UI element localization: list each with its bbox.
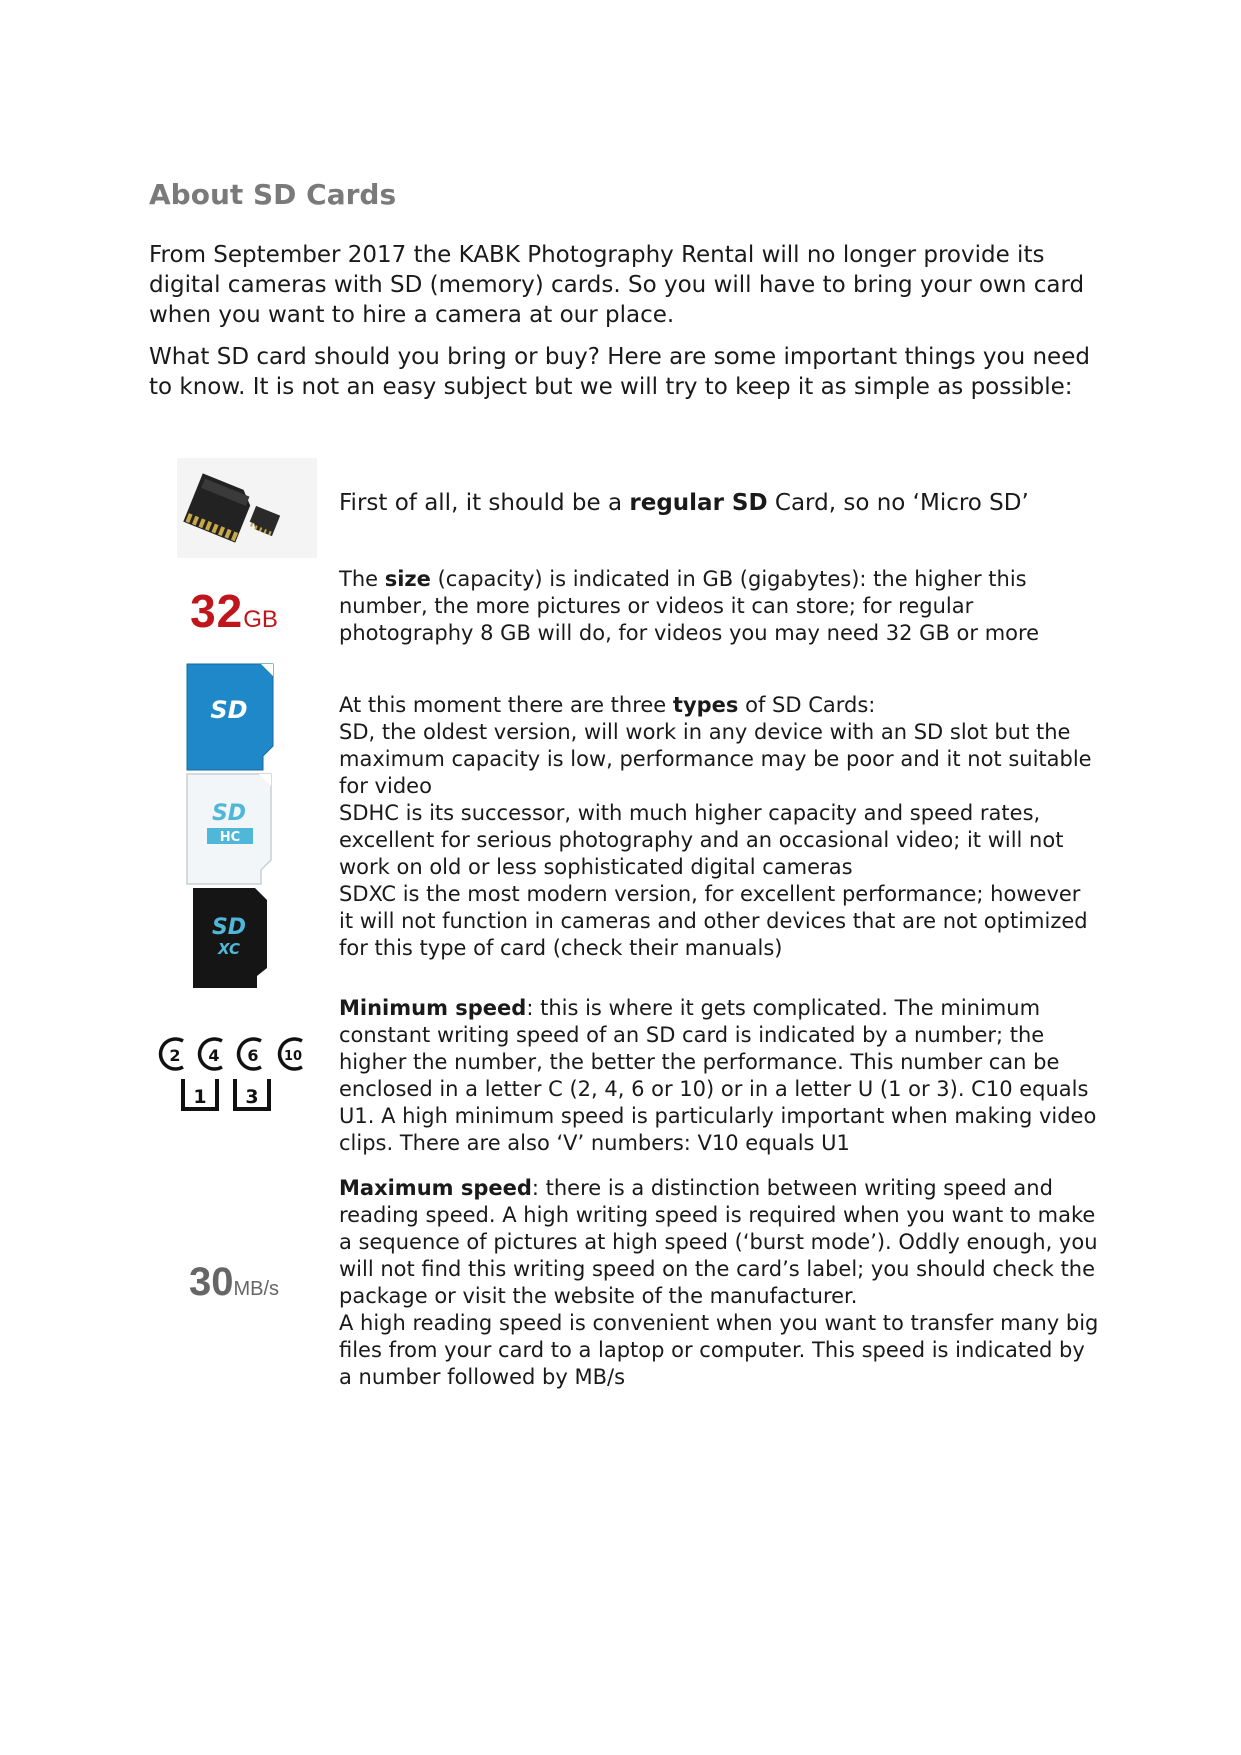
regular-sd-text [339,488,1099,518]
minimum-speed-text [339,995,1099,1157]
uhs-u1-icon [183,1079,217,1109]
maximum-speed-row [149,1175,1099,1395]
capacity-number: 32 [190,585,244,637]
sdxc-card-black-icon [193,888,267,988]
sd-and-microsd-card-icon [149,458,319,558]
uhs-u3-icon [235,1079,269,1109]
uhs-u1-label: 1 [193,1086,207,1108]
maximum-speed-post: : there is a distinction between writing speed and reading speed. A high writing speed is required when you want to make a sequence of pictures at high speed (‘burst mode’). Oddly enough, you will not find this writing speed on the card’s label; you should check the package or visit the website of the manufacturer. [339,1176,1098,1308]
class-c2-label: 2 [169,1046,181,1065]
types-line-post: of SD Cards: [738,693,876,717]
maximum-speed-reading: A high reading speed is convenient when you want to transfer many big files from your card to a laptop or computer. This speed is indicated by a number followed by MB/s [339,1311,1099,1389]
speed-class-icons [149,1035,319,1125]
regular-sd-row [149,458,1099,558]
regular-sd-text-bold: regular SD [629,490,768,516]
read-speed-30mbs-icon [149,1260,319,1310]
read-speed-unit: MB/s [233,1278,280,1300]
maximum-speed-writing [339,1175,1099,1310]
types-sdhc-text: SDHC is its successor, with much higher capacity and speed rates, excellent for serious photography and an occasional video; it will not work on old or less sophisticated digital cameras [339,801,1064,879]
types-line-bold: types [672,693,739,717]
size-text-post: (capacity) is indicated in GB (gigabytes): the higher this number, the more pictures or videos it can store; for regular photography 8 GB will do, for videos you may need 32 GB or more [339,567,1040,645]
intro-paragraph-1: From September 2017 the KABK Photography Rental will no longer provide its digital cameras with SD (memory) cards. So you will have to bring your own card when you want to hire a camera at our place. [149,242,1085,328]
speed-class-c2-icon [161,1039,183,1069]
types-intro-line [339,692,1099,719]
intro-paragraph-2: What SD card should you bring or buy? Here are some important things you need to know. It is not an easy subject but we will try to keep it as simple as possible: [149,344,1090,400]
speed-class-c6-icon [239,1039,261,1069]
class-c10-label: 10 [283,1049,303,1064]
types-sdxc-text: SDXC is the most modern version, for excellent performance; however it will not function in cameras and other devices that are not optimized for this type of card (check their manuals) [339,882,1088,960]
regular-sd-text-pre: First of all, it should be a [339,490,630,516]
speed-class-c4-icon [200,1039,222,1069]
sd-card-types-icon [149,660,319,990]
capacity-32gb-icon [149,584,319,644]
class-c4-label: 4 [208,1046,220,1065]
types-text [339,692,1099,962]
svg-text:SD: SD [211,801,247,826]
maximum-speed-text [339,1175,1099,1391]
page-title: About SD Cards [149,178,397,211]
minimum-speed-bold: Minimum speed [339,996,527,1020]
size-text-pre: The [339,567,385,591]
uhs-u3-label: 3 [245,1086,259,1108]
size-text [339,566,1099,647]
svg-text:XC: XC [217,940,241,958]
types-sd-text: SD, the oldest version, will work in any device with an SD slot but the maximum capacity is low, performance may be poor and it not suitable for video [339,720,1092,798]
size-row [149,566,1099,656]
types-line-pre: At this moment there are three [339,693,673,717]
size-text-bold: size [384,567,431,591]
sd-card-blue-icon [187,664,273,770]
speed-class-c10-icon [280,1039,303,1069]
svg-text:HC: HC [219,830,241,845]
capacity-unit: GB [243,606,278,633]
minimum-speed-row [149,995,1099,1165]
class-c6-label: 6 [247,1046,259,1065]
minimum-speed-post: : this is where it gets complicated. The minimum constant writing speed of an SD card is indicated by a number; the higher the number, the better the performance. This number can be enclosed in a letter C (2, 4, 6 or 10) or in a letter U (1 or 3). C10 equals U1. A high minimum speed is particularly important when making video clips. There are also ‘V’ numbers: V10 equals U1 [339,996,1097,1155]
types-row [149,660,1099,990]
maximum-speed-bold: Maximum speed [339,1176,532,1200]
sdhc-card-white-icon [187,774,271,884]
svg-text:SD: SD [211,915,247,940]
read-speed-number: 30 [188,1260,234,1304]
svg-text:SD: SD [210,696,248,724]
regular-sd-text-post: Card, so no ‘Micro SD’ [767,490,1029,516]
